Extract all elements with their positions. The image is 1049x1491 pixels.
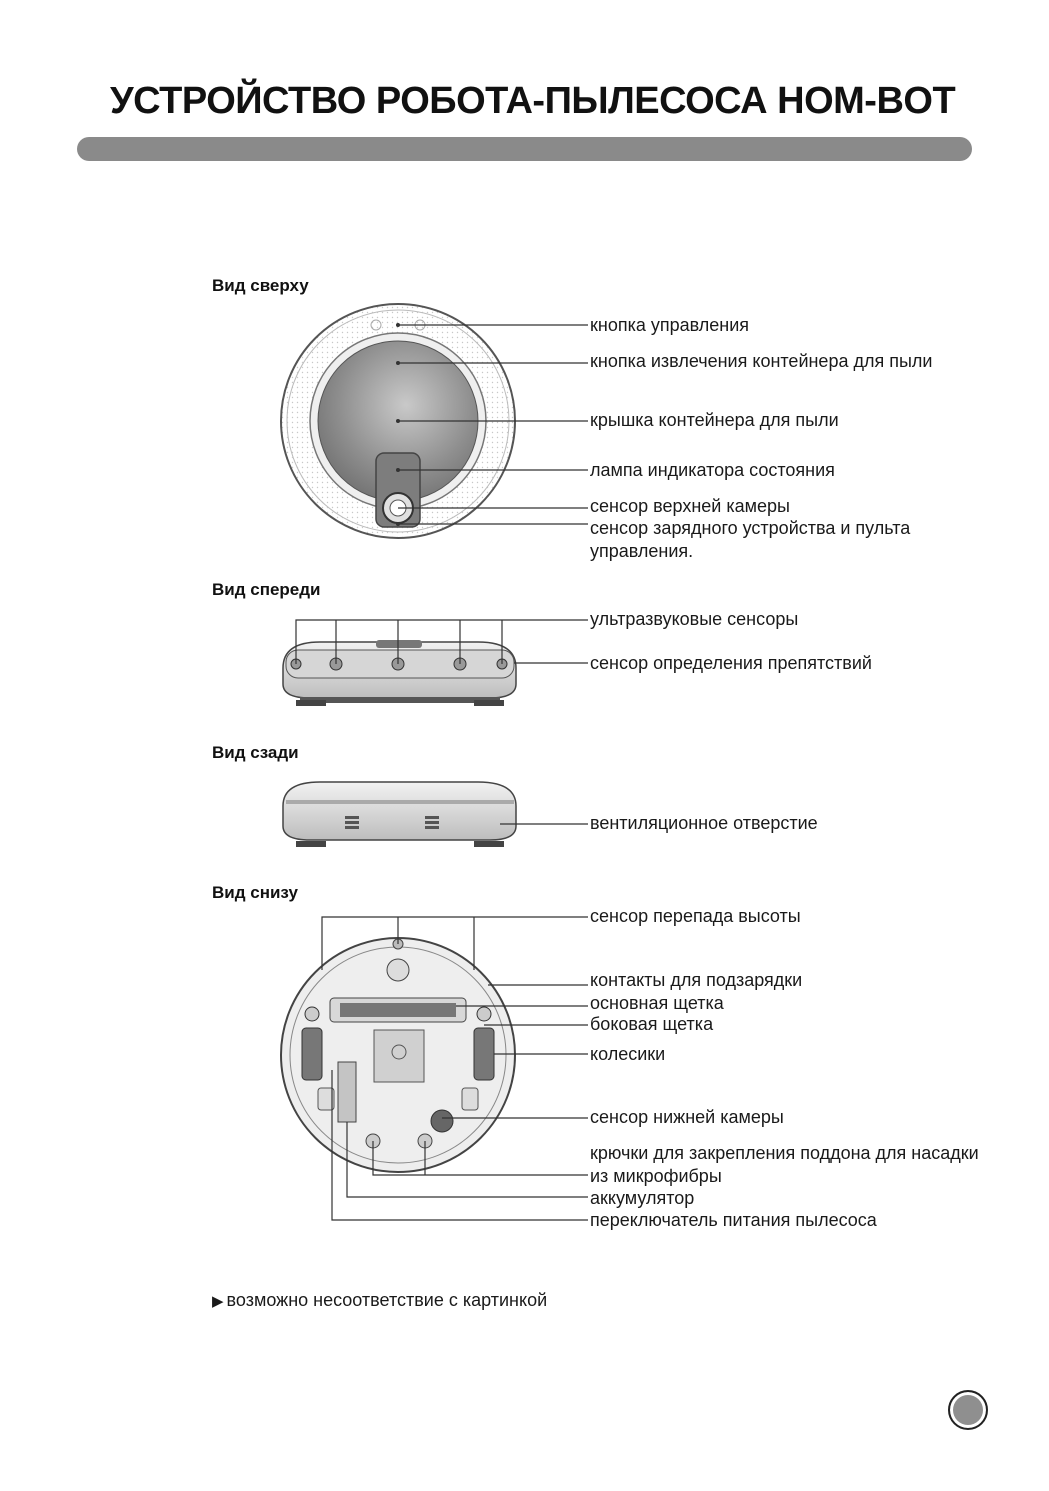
heading-bottom-view: Вид снизу <box>212 883 298 902</box>
footnote-text: возможно несоответствие с картинкой <box>226 1290 548 1310</box>
label-charger-remote-sensor: сенсор зарядного устройства и пульта управления. <box>590 518 911 561</box>
back-view-robot <box>283 782 516 847</box>
label-power-switch: переключатель питания пылесоса <box>590 1210 877 1230</box>
page-title: УСТРОЙСТВО РОБОТА-ПЫЛЕСОСА HOM-BOT <box>110 80 956 122</box>
label-dust-bin-cover: крышка контейнера для пыли <box>590 410 839 430</box>
label-ventilation-hole: вентиляционное отверстие <box>590 813 818 833</box>
label-microfiber-hooks: крючки для закрепления поддона для насадки из микрофибры <box>590 1143 979 1186</box>
label-obstacle-sensor: сенсор определения препятствий <box>590 653 872 673</box>
heading-front-view: Вид спереди <box>212 580 321 599</box>
heading-back-view: Вид сзади <box>212 743 299 762</box>
label-cliff-sensor: сенсор перепада высоты <box>590 906 801 926</box>
page-marker-icon <box>948 1390 988 1430</box>
label-control-button: кнопка управления <box>590 315 750 335</box>
label-side-brush: боковая щетка <box>590 1014 714 1034</box>
bottom-view-robot <box>281 938 515 1172</box>
label-upper-camera-sensor: сенсор верхней камеры <box>590 496 790 516</box>
heading-top-view: Вид сверху <box>212 276 309 295</box>
triangle-bullet-icon: ▶ <box>212 1293 224 1310</box>
label-ultrasonic-sensors: ультразвуковые сенсоры <box>590 609 799 629</box>
label-status-indicator-lamp: лампа индикатора состояния <box>590 460 835 480</box>
label-main-brush: основная щетка <box>590 993 724 1013</box>
label-wheels: колесики <box>590 1044 666 1064</box>
label-dust-bin-release-button: кнопка извлечения контейнера для пыли <box>590 351 933 371</box>
label-lower-camera-sensor: сенсор нижней камеры <box>590 1107 784 1127</box>
label-charging-contacts: контакты для подзарядки <box>590 970 803 990</box>
footnote <box>212 1290 547 1311</box>
front-view-robot <box>283 640 516 706</box>
label-battery: аккумулятор <box>590 1188 695 1208</box>
